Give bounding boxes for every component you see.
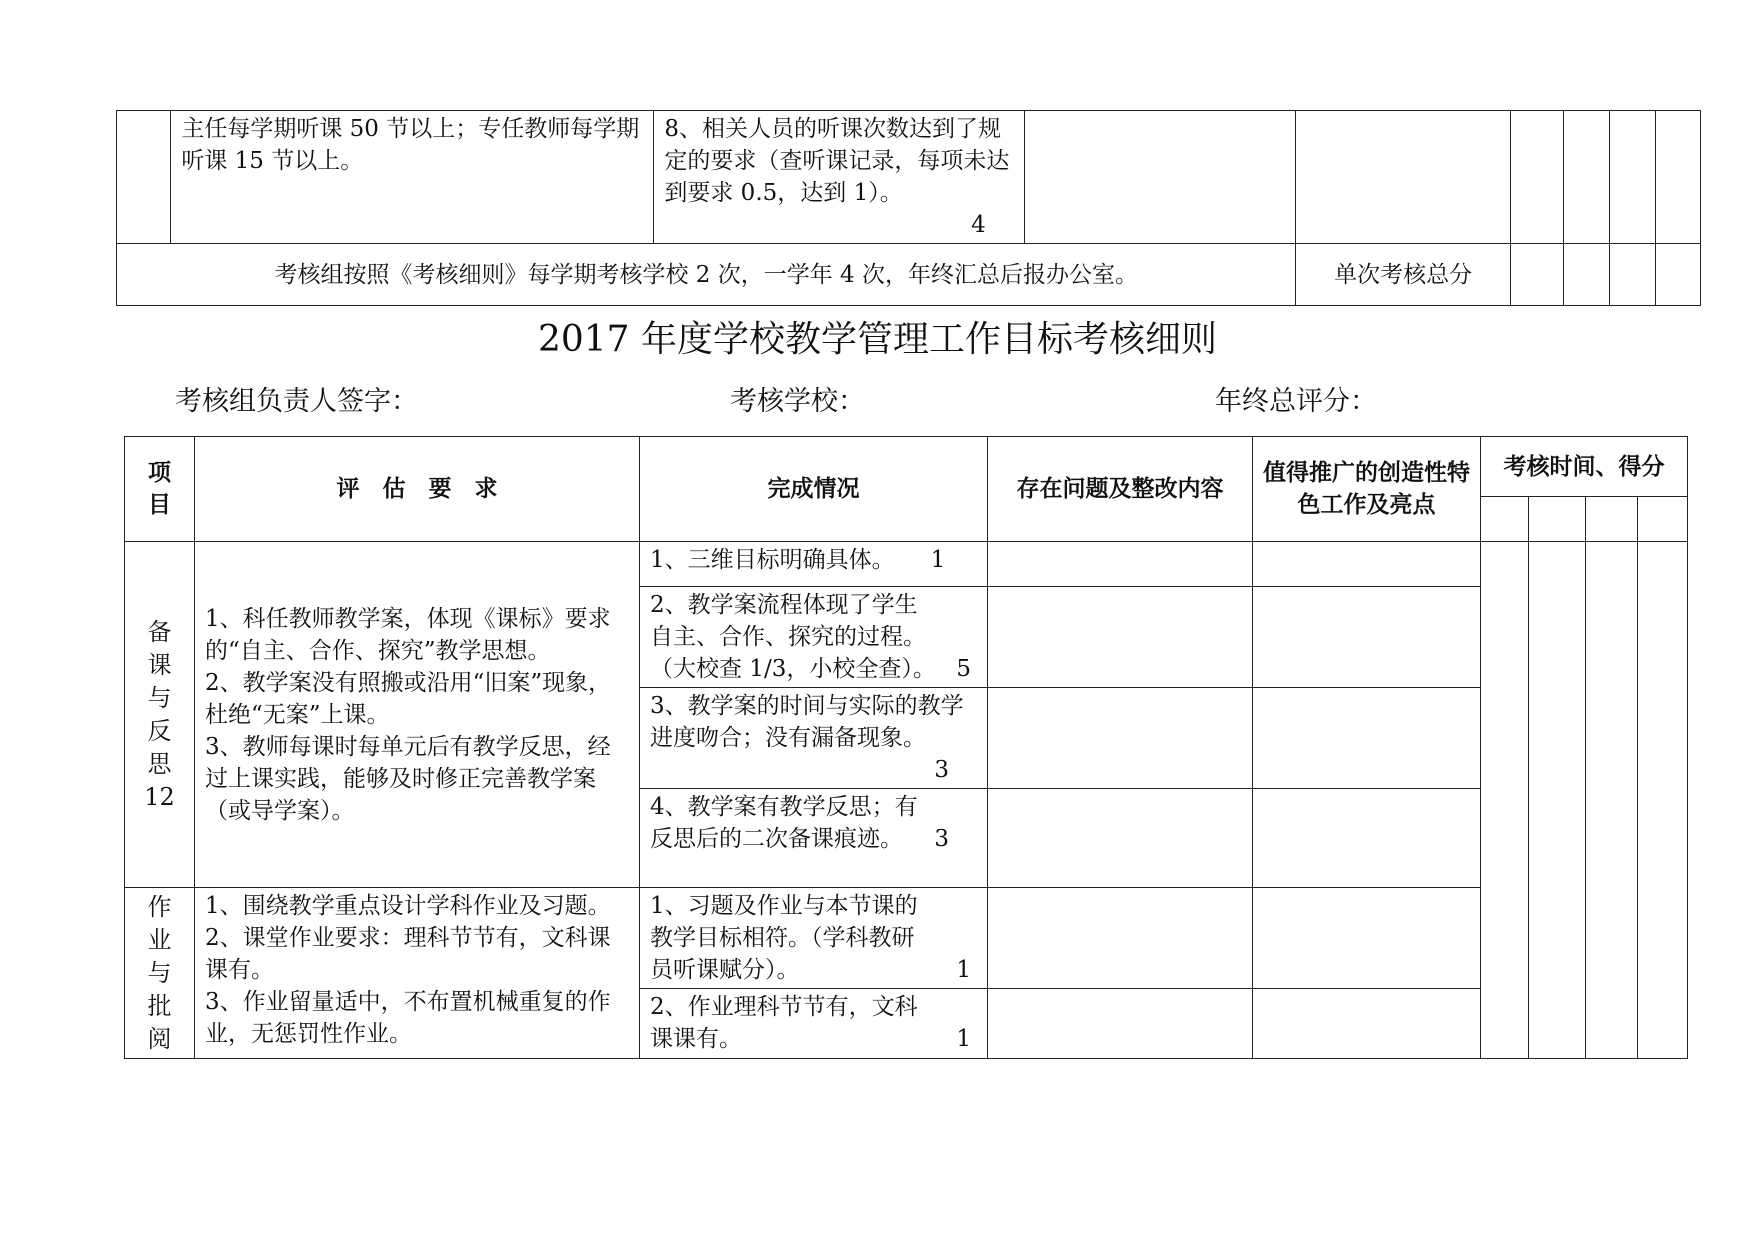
completion-item-text: 1、三维目标明确具体。 xyxy=(650,547,895,573)
completion-item-score: 1 xyxy=(956,957,971,983)
prev-footer-total: 单次考核总分 xyxy=(1296,244,1510,306)
prev-item8-text: 8、相关人员的听课次数达到了规定的要求（查听课记录，每项未达到要求 0.5，达到 1）。 xyxy=(664,116,1010,206)
section-requirements: 1、围绕教学重点设计学科作业及习题。 2、课堂作业要求：理科节节有，文科课课有。 3、作业留量适中，不布置机械重复的作业，无惩罚性作业。 xyxy=(195,888,640,1059)
completion-item-score: 1 xyxy=(956,1026,971,1052)
header-completion: 完成情况 xyxy=(640,437,988,542)
prev-completion-cell xyxy=(654,111,1024,244)
previous-page-table xyxy=(116,110,1701,306)
prev-requirement-cell: 主任每学期听课 50 节以上；专任教师每学期听课 15 节以上。 xyxy=(171,111,654,244)
assessed-school-label: 考核学校： xyxy=(730,386,865,417)
header-highlights: 值得推广的创造性特色工作及亮点 xyxy=(1253,437,1481,542)
final-score-label: 年终总评分： xyxy=(1215,386,1377,417)
completion-item-score: 3 xyxy=(934,757,949,783)
completion-item-text: 2、教学案流程体现了学生自主、合作、探究的过程。（大校查 1/3，小校全查）。 xyxy=(650,592,936,682)
section-name: 备 课 与 反 思 12 xyxy=(125,542,195,888)
completion-item xyxy=(640,789,988,888)
header-time-score: 考核时间、得分 xyxy=(1481,437,1688,497)
completion-item-score: 5 xyxy=(956,656,971,682)
prev-highlights-cell xyxy=(1296,111,1510,244)
assessment-table xyxy=(124,436,1688,1059)
completion-item-text: 4、教学案有教学反思；有反思后的二次备课痕迹。 xyxy=(650,794,918,852)
prev-item-cell xyxy=(117,111,171,244)
completion-item xyxy=(640,688,988,789)
section-requirements: 1、科任教师教学案，体现《课标》要求的“自主、合作、探究”教学思想。 2、教学案没有照搬或沿用“旧案”现象，杜绝“无案”上课。 3、教师每课时每单元后有教学反思，经过上课实践，能够及时修正完善教学案（或导学案）。 xyxy=(195,542,640,888)
prev-footer-note: 考核组按照《考核细则》每学期考核学校 2 次，一学年 4 次，年终汇总后报办公室。 xyxy=(117,244,1296,306)
prev-item8-score: 4 xyxy=(971,212,986,238)
signature-leader-label: 考核组负责人签字： xyxy=(175,386,418,417)
document-title: 2017 年度学校教学管理工作目标考核细则 xyxy=(537,319,1218,360)
section-name: 作 业 与 批 阅 xyxy=(125,888,195,1059)
header-problems: 存在问题及整改内容 xyxy=(988,437,1253,542)
completion-item-text: 1、习题及作业与本节课的教学目标相符。（学科教研员听课赋分）。 xyxy=(650,893,918,983)
completion-item-text: 2、作业理科节节有，文科课课有。 xyxy=(650,994,918,1052)
completion-item xyxy=(640,888,988,989)
completion-item xyxy=(640,989,988,1059)
completion-item xyxy=(640,542,988,587)
completion-item xyxy=(640,587,988,688)
header-requirements: 评 估 要 求 xyxy=(195,437,640,542)
prev-problems-cell xyxy=(1024,111,1296,244)
completion-item-score: 1 xyxy=(930,547,946,573)
completion-item-score: 3 xyxy=(934,826,949,852)
header-item: 项 目 xyxy=(125,437,195,542)
completion-item-text: 3、教学案的时间与实际的教学进度吻合；没有漏备现象。 xyxy=(650,693,964,751)
